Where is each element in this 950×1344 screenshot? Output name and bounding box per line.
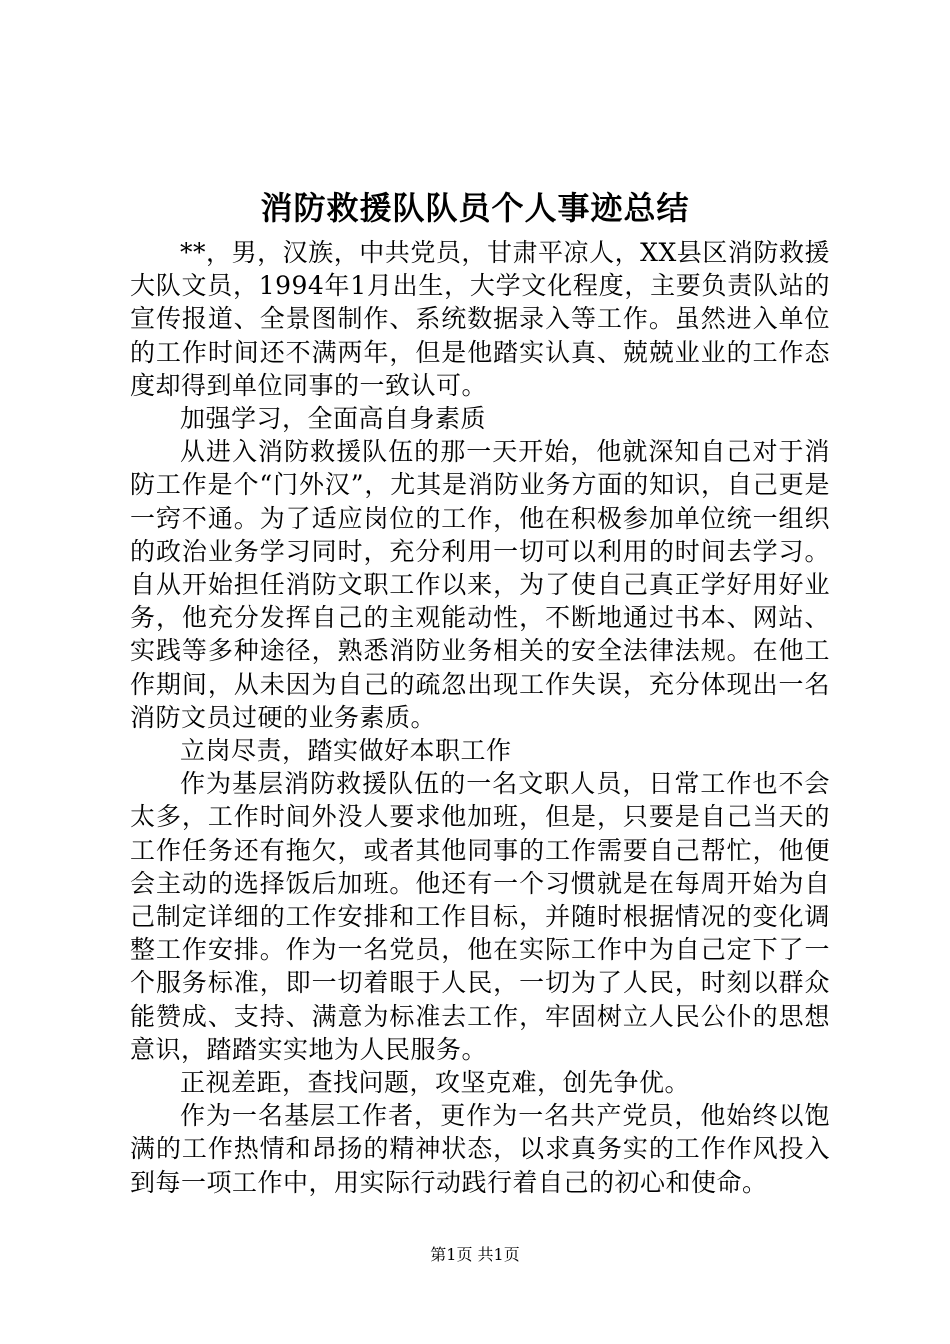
section-heading-duty: 立岗尽责，踏实做好本职工作 (180, 736, 512, 766)
document-title: 消防救援队队员个人事迹总结 (260, 189, 690, 227)
paragraph-excellence: 作为一名基层工作者，更作为一名共产党员，他始终以饱满的工作热情和昂扬的精神状态，以求真务实的工作作风投入到每一项工作中，用实际行动践行着自己的初心和使命。 (130, 1101, 830, 1197)
paragraph-study: 从进入消防救援队伍的那一天开始，他就深知自己对于消防工作是个“门外汉”，尤其是消防业务方面的知识，自己更是一窍不通。为了适应岗位的工作，他在积极参加单位统一组织的政治业务学习同时，充分利用一切可以利用的时间去学习。自从开始担任消防文职工作以来，为了使自己真正学好用好业务，他充分发挥自己的主观能动性，不断地通过书本、网站、实践等多种途径，熟悉消防业务相关的安全法律法规。在他工作期间，从未因为自己的疏忽出现工作失误，充分体现出一名消防文员过硬的业务素质。 (130, 437, 830, 732)
section-heading-study: 加强学习，全面高自身素质 (180, 404, 487, 434)
document-body (130, 236, 830, 1199)
paragraph-intro: **，男，汉族，中共党员，甘肃平凉人，XX县区消防救援大队文员，1994年1月出生，大学文化程度，主要负责队站的宣传报道、全景图制作、系统数据录入等工作。虽然进入单位的工作时间还不满两年，但是他踏实认真、兢兢业业的工作态度却得到单位同事的一致认可。 (130, 238, 830, 400)
page-footer: 第1页 共1页 (430, 1245, 520, 1264)
section-heading-excellence: 正视差距，查找问题，攻坚克难，创先争优。 (180, 1068, 691, 1098)
paragraph-duty: 作为基层消防救援队伍的一名文职人员，日常工作也不会太多，工作时间外没人要求他加班，但是，只要是自己当天的工作任务还有拖欠，或者其他同事的工作需要自己帮忙，他便会主动的选择饭后加班。他还有一个习惯就是在每周开始为自己制定详细的工作安排和工作目标，并随时根据情况的变化调整工作安排。作为一名党员，他在实际工作中为自己定下了一个服务标准，即一切着眼于人民，一切为了人民，时刻以群众能赞成、支持、满意为标准去工作，牢固树立人民公仆的思想意识，踏踏实实地为人民服务。 (130, 769, 830, 1064)
